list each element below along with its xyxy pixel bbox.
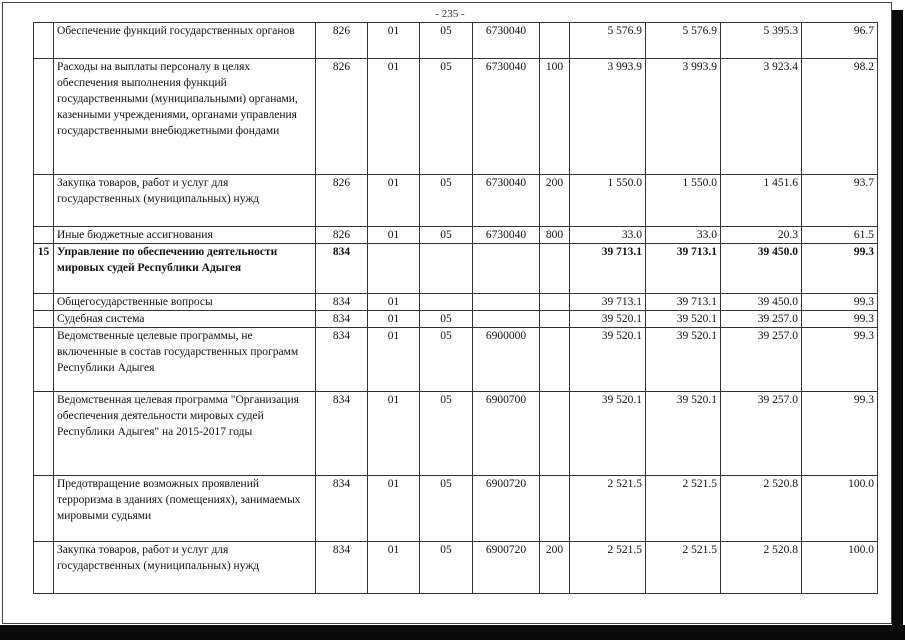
cell-csr: 6730040 <box>473 59 540 175</box>
cell-rz: 01 <box>368 328 420 392</box>
cell-no: 15 <box>34 244 54 294</box>
cell-ved: 834 <box>316 542 368 594</box>
cell-plan: 39 520.1 <box>570 392 646 476</box>
cell-utv: 39 520.1 <box>646 328 721 392</box>
cell-vr <box>540 476 570 542</box>
cell-ved: 834 <box>316 244 368 294</box>
cell-no <box>34 59 54 175</box>
cell-pct: 93.7 <box>802 175 878 227</box>
cell-pct: 96.7 <box>802 23 878 59</box>
cell-ved: 834 <box>316 311 368 328</box>
cell-no <box>34 328 54 392</box>
cell-plan: 1 550.0 <box>570 175 646 227</box>
cell-csr: 6900000 <box>473 328 540 392</box>
cell-name: Предотвращение возможных проявлений терроризма в зданиях (помещениях), занимаемых мировыми судьями <box>54 476 316 542</box>
cell-pr <box>420 244 473 294</box>
table-row <box>34 244 878 294</box>
cell-vr: 100 <box>540 59 570 175</box>
cell-name: Иные бюджетные ассигнования <box>54 227 316 244</box>
cell-utv: 33.0 <box>646 227 721 244</box>
cell-plan: 39 713.1 <box>570 244 646 294</box>
cell-name: Управление по обеспечению деятельности мировых судей Республики Адыгея <box>54 244 316 294</box>
cell-csr: 6730040 <box>473 227 540 244</box>
cell-vr: 200 <box>540 175 570 227</box>
cell-plan: 39 713.1 <box>570 294 646 311</box>
cell-ved: 826 <box>316 227 368 244</box>
cell-utv: 3 993.9 <box>646 59 721 175</box>
cell-plan: 39 520.1 <box>570 311 646 328</box>
cell-pct: 61.5 <box>802 227 878 244</box>
cell-isp: 5 395.3 <box>721 23 802 59</box>
cell-no <box>34 311 54 328</box>
cell-pr: 05 <box>420 542 473 594</box>
cell-utv: 2 521.5 <box>646 542 721 594</box>
cell-pct: 98.2 <box>802 59 878 175</box>
cell-ved: 834 <box>316 392 368 476</box>
cell-isp: 2 520.8 <box>721 542 802 594</box>
cell-pr: 05 <box>420 175 473 227</box>
cell-rz: 01 <box>368 23 420 59</box>
cell-utv: 39 520.1 <box>646 311 721 328</box>
cell-rz: 01 <box>368 476 420 542</box>
cell-utv: 39 713.1 <box>646 244 721 294</box>
cell-vr <box>540 328 570 392</box>
cell-rz: 01 <box>368 311 420 328</box>
cell-name: Закупка товаров, работ и услуг для государственных (муниципальных) нужд <box>54 175 316 227</box>
cell-isp: 1 451.6 <box>721 175 802 227</box>
cell-isp: 3 923.4 <box>721 59 802 175</box>
cell-plan: 5 576.9 <box>570 23 646 59</box>
table-row <box>34 59 878 175</box>
cell-pct: 100.0 <box>802 476 878 542</box>
cell-isp: 2 520.8 <box>721 476 802 542</box>
cell-rz: 01 <box>368 175 420 227</box>
cell-csr: 6900720 <box>473 476 540 542</box>
table-row <box>34 175 878 227</box>
cell-plan: 39 520.1 <box>570 328 646 392</box>
cell-name: Обеспечение функций государственных органов <box>54 23 316 59</box>
cell-no <box>34 542 54 594</box>
cell-isp: 39 450.0 <box>721 294 802 311</box>
cell-name: Расходы на выплаты персоналу в целях обеспечения выполнения функций государственными (муниципальными) органами, казенными учреждениями, органами управления государственными внебюджетными фондами <box>54 59 316 175</box>
cell-name: Ведомственная целевая программа "Организация обеспечения деятельности мировых судей Республики Адыгея" на 2015-2017 годы <box>54 392 316 476</box>
cell-no <box>34 476 54 542</box>
cell-no <box>34 23 54 59</box>
table-row <box>34 542 878 594</box>
cell-no <box>34 294 54 311</box>
cell-rz: 01 <box>368 294 420 311</box>
cell-no <box>34 175 54 227</box>
table-row <box>34 311 878 328</box>
cell-utv: 2 521.5 <box>646 476 721 542</box>
cell-pr: 05 <box>420 328 473 392</box>
cell-vr <box>540 23 570 59</box>
cell-rz <box>368 244 420 294</box>
table-row <box>34 476 878 542</box>
cell-rz: 01 <box>368 392 420 476</box>
cell-csr: 6730040 <box>473 175 540 227</box>
cell-name: Ведомственные целевые программы, не включенные в состав государственных программ Республики Адыгея <box>54 328 316 392</box>
cell-isp: 39 257.0 <box>721 311 802 328</box>
cell-csr <box>473 294 540 311</box>
cell-vr <box>540 311 570 328</box>
cell-pr: 05 <box>420 23 473 59</box>
cell-csr <box>473 311 540 328</box>
cell-pct: 99.3 <box>802 294 878 311</box>
cell-name: Судебная система <box>54 311 316 328</box>
cell-isp: 39 257.0 <box>721 392 802 476</box>
cell-pr: 05 <box>420 311 473 328</box>
cell-rz: 01 <box>368 542 420 594</box>
cell-rz: 01 <box>368 227 420 244</box>
cell-csr <box>473 244 540 294</box>
table-row <box>34 23 878 59</box>
cell-rz: 01 <box>368 59 420 175</box>
cell-vr <box>540 294 570 311</box>
cell-ved: 834 <box>316 294 368 311</box>
cell-ved: 834 <box>316 328 368 392</box>
cell-plan: 3 993.9 <box>570 59 646 175</box>
cell-plan: 33.0 <box>570 227 646 244</box>
table-row <box>34 294 878 311</box>
table-row <box>34 328 878 392</box>
cell-plan: 2 521.5 <box>570 542 646 594</box>
cell-isp: 39 450.0 <box>721 244 802 294</box>
cell-pct: 99.3 <box>802 328 878 392</box>
cell-pr <box>420 294 473 311</box>
table-row <box>34 392 878 476</box>
cell-vr <box>540 244 570 294</box>
table-row <box>34 227 878 244</box>
cell-no <box>34 392 54 476</box>
cell-csr: 6900720 <box>473 542 540 594</box>
cell-ved: 826 <box>316 175 368 227</box>
cell-pct: 99.3 <box>802 392 878 476</box>
scan-edge-bottom <box>0 625 905 640</box>
cell-csr: 6730040 <box>473 23 540 59</box>
cell-ved: 834 <box>316 476 368 542</box>
cell-name: Общегосударственные вопросы <box>54 294 316 311</box>
cell-isp: 39 257.0 <box>721 328 802 392</box>
cell-pr: 05 <box>420 227 473 244</box>
page-number: - 235 - <box>435 8 465 20</box>
cell-utv: 1 550.0 <box>646 175 721 227</box>
cell-vr: 800 <box>540 227 570 244</box>
cell-utv: 5 576.9 <box>646 23 721 59</box>
scan-edge-right <box>892 10 903 630</box>
cell-vr <box>540 392 570 476</box>
cell-csr: 6900700 <box>473 392 540 476</box>
cell-no <box>34 227 54 244</box>
cell-ved: 826 <box>316 23 368 59</box>
cell-pct: 99.3 <box>802 244 878 294</box>
cell-pr: 05 <box>420 59 473 175</box>
cell-utv: 39 713.1 <box>646 294 721 311</box>
cell-pct: 99.3 <box>802 311 878 328</box>
cell-pr: 05 <box>420 476 473 542</box>
cell-pct: 100.0 <box>802 542 878 594</box>
cell-utv: 39 520.1 <box>646 392 721 476</box>
cell-pr: 05 <box>420 392 473 476</box>
cell-isp: 20.3 <box>721 227 802 244</box>
cell-ved: 826 <box>316 59 368 175</box>
budget-table <box>33 22 878 594</box>
cell-plan: 2 521.5 <box>570 476 646 542</box>
cell-name: Закупка товаров, работ и услуг для государственных (муниципальных) нужд <box>54 542 316 594</box>
cell-vr: 200 <box>540 542 570 594</box>
